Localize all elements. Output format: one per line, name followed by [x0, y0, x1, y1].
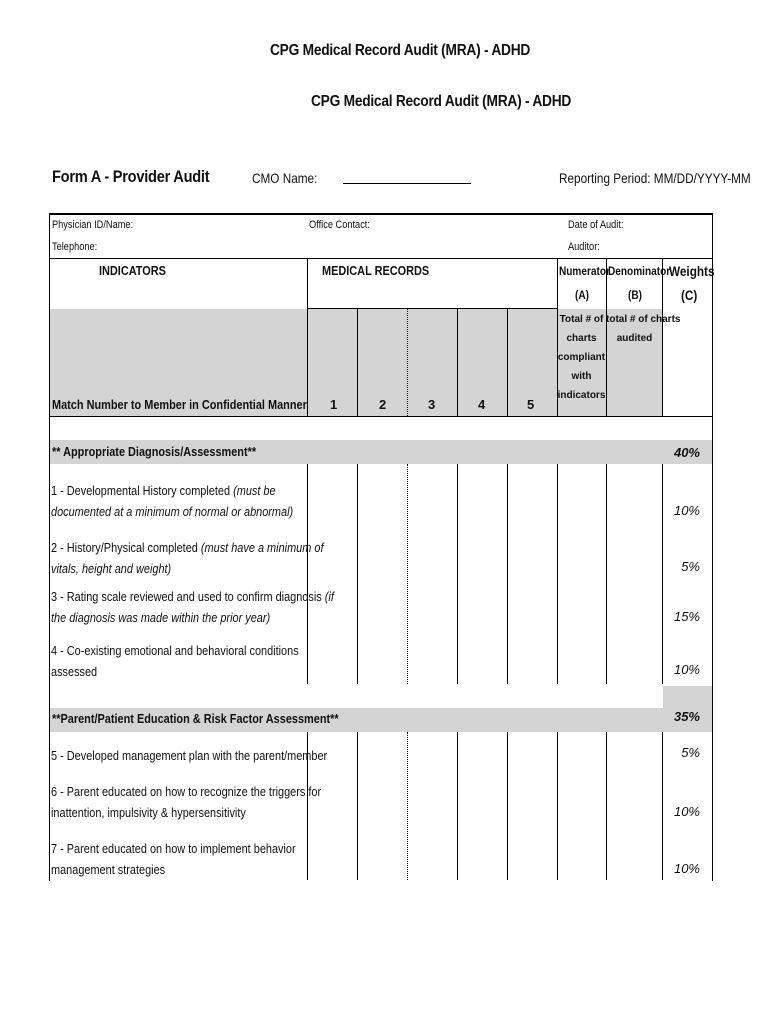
criterion-note: documented at a minimum of normal or abnormal) [51, 504, 294, 519]
criterion-text: assessed [51, 664, 98, 679]
record-number-4: 4 [478, 397, 486, 412]
match-number-label: Match Number to Member in Confidential Manner [52, 397, 307, 412]
denominator-desc-line: audited [616, 333, 653, 344]
grid-line [457, 732, 458, 880]
criterion-6-weight: 10% [673, 804, 700, 819]
criterion-7 [51, 838, 345, 880]
numerator-desc-line: with [571, 371, 592, 382]
criterion-3-weight: 15% [673, 609, 700, 624]
denominator-header: Denominator [608, 264, 671, 278]
document-subtitle: CPG Medical Record Audit (MRA) - ADHD [311, 93, 572, 110]
telephone-label: Telephone: [52, 241, 98, 253]
grid-line [407, 732, 408, 880]
grid-line [662, 464, 663, 684]
grid-line [606, 732, 607, 880]
date-of-audit-label: Date of Audit: [568, 219, 624, 231]
table-right-border [712, 213, 713, 881]
grid-line [557, 732, 558, 880]
record-col-sep [407, 309, 408, 416]
numerator-desc-line: Total # of [559, 314, 604, 325]
record-number-2: 2 [379, 397, 387, 412]
criterion-1-weight: 10% [673, 503, 700, 518]
grid-line [357, 732, 358, 880]
form-name: Form A - Provider Audit [52, 167, 210, 186]
criterion-note: (if [324, 589, 334, 604]
criterion-note: vitals, height and weight) [51, 561, 172, 576]
cmo-name-field[interactable] [343, 183, 471, 184]
criterion-1 [51, 480, 345, 522]
grid-line [357, 464, 358, 684]
record-number-1: 1 [330, 397, 338, 412]
cmo-name-label: CMO Name: [252, 170, 318, 186]
grid-line [407, 464, 408, 684]
denominator-description [606, 310, 681, 348]
criterion-2 [51, 537, 345, 579]
criterion-text: 7 - Parent educated on how to implement behavior [51, 841, 296, 856]
criterion-note: (must be [233, 483, 276, 498]
physician-id-label: Physician ID/Name: [52, 219, 134, 231]
col-divider-indicators [307, 259, 308, 416]
grid-line [606, 464, 607, 684]
denominator-desc-line: total # of charts [606, 314, 681, 325]
section-title: ** Appropriate Diagnosis/Assessment** [52, 444, 257, 459]
denominator-sub: (B) [628, 288, 643, 302]
record-col-sep [357, 309, 358, 416]
record-col-sep [457, 309, 458, 416]
grid-line [457, 464, 458, 684]
weights-sub: (C) [681, 287, 698, 303]
numerator-desc-line: charts [566, 333, 597, 344]
criterion-7-weight: 10% [673, 861, 700, 876]
info-divider [49, 258, 713, 259]
medical-records-header: MEDICAL RECORDS [322, 263, 430, 278]
section-weight: 35% [673, 709, 700, 724]
grid-line [557, 464, 558, 684]
criterion-5-weight: 5% [681, 745, 700, 760]
criterion-text: 6 - Parent educated on how to recognize the triggers for [51, 784, 322, 799]
criterion-text: 5 - Developed management plan with the parent/member [51, 748, 328, 763]
criterion-4-weight: 10% [673, 662, 700, 677]
table-top-border [49, 213, 713, 215]
criterion-text: 2 - History/Physical completed [51, 540, 201, 555]
office-contact-label: Office Contact: [309, 219, 370, 231]
section-title: **Parent/Patient Education & Risk Factor Assessment** [52, 711, 339, 726]
record-col-sep [507, 309, 508, 416]
indicators-header: INDICATORS [99, 263, 166, 278]
record-number-5: 5 [527, 397, 535, 412]
section-weight: 40% [673, 445, 700, 460]
numerator-desc-line: compliant [557, 352, 606, 363]
criterion-5 [51, 745, 345, 766]
numerator-sub: (A) [575, 288, 590, 302]
criterion-6 [51, 781, 345, 823]
criterion-2-weight: 5% [681, 559, 700, 574]
grid-line [507, 464, 508, 684]
weights-header: Weights [669, 263, 715, 279]
criterion-3 [51, 586, 345, 628]
criterion-4 [51, 640, 345, 682]
numerator-header: Numerator [559, 264, 610, 278]
reporting-period: Reporting Period: MM/DD/YYYY-MM [559, 170, 751, 186]
criterion-text: management strategies [51, 862, 166, 877]
header-bottom [49, 416, 713, 417]
header-subline [307, 308, 557, 309]
numerator-desc-line: indicators [557, 390, 606, 401]
criterion-text: inattention, impulsivity & hypersensitivity [51, 805, 246, 820]
grid-line [507, 732, 508, 880]
record-number-3: 3 [428, 397, 436, 412]
criterion-text: 3 - Rating scale reviewed and used to confirm diagnosis [51, 589, 325, 604]
criterion-note: (must have a minimum of [200, 540, 324, 555]
criterion-text: 1 - Developmental History completed [51, 483, 234, 498]
document-title: CPG Medical Record Audit (MRA) - ADHD [270, 42, 531, 59]
auditor-label: Auditor: [568, 241, 600, 253]
criterion-text: 4 - Co-existing emotional and behavioral conditions [51, 643, 299, 658]
criterion-note: the diagnosis was made within the prior year) [51, 610, 271, 625]
numerator-description [557, 310, 606, 405]
